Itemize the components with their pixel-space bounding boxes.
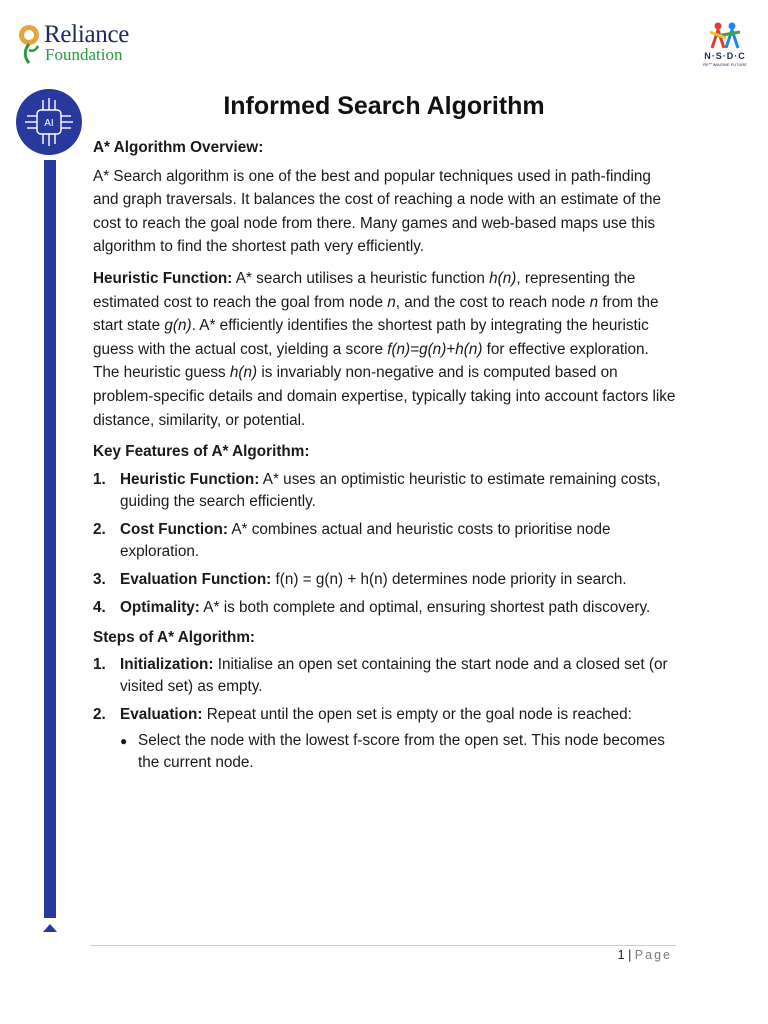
heuristic-text-5: . A* efficiently identifies the shortest path by integrating the heuristic guess with the actual cost, yielding a score (93, 317, 649, 358)
list-item (93, 704, 678, 774)
overview-heading: A* Algorithm Overview: (93, 139, 264, 156)
heuristic-paragraph (93, 267, 678, 432)
list-number: 1. (93, 656, 106, 674)
heuristic-gn: g(n) (164, 317, 192, 335)
list-term: Evaluation: (120, 706, 203, 724)
overview-paragraph: A* Search algorithm is one of the best and popular techniques used in path-finding and graph traversals. It balances the cost of reaching a node with an estimate of the cost to reach the goal node from there. Many games and web-based maps use this algorithm to find the shortest path very efficiently. (93, 167, 662, 256)
list-term: Cost Function: (120, 520, 228, 538)
list-text: A* uses an optimistic heuristic to estimate remaining costs, guiding the search efficiently. (120, 470, 661, 510)
list-term: Heuristic Function: (120, 470, 260, 488)
page-footer (560, 948, 672, 962)
substep-text: Select the node with the lowest f-score from the open set. This node becomes the current node. (138, 732, 665, 772)
page-number: 1 (617, 948, 625, 962)
list-text: Initialise an open set containing the start node and a closed set (or visited set) as empty. (120, 656, 668, 696)
list-number: 1. (93, 470, 106, 488)
steps-heading: Steps of A* Algorithm: (93, 628, 256, 646)
list-number: 4. (93, 598, 106, 616)
logo-line1: Reliance (44, 21, 130, 48)
ai-badge-label: AI (44, 118, 54, 129)
footer-divider (90, 945, 676, 946)
side-accent-bar (44, 160, 56, 918)
list-item (93, 519, 678, 563)
nsdc-tagline: RE℠IMAGINE FUTURE (703, 62, 747, 67)
heuristic-hn2: h(n) (229, 364, 258, 382)
list-text: A* is both complete and optimal, ensuring shortest path discovery. (199, 598, 651, 616)
heuristic-text-2: , representing the estimated cost to reach the goal from node (93, 269, 636, 311)
reliance-foundation-logo (16, 20, 166, 66)
heuristic-text-4: from the start state (93, 293, 659, 335)
heuristic-formula: f(n)=g(n)+h(n) (387, 340, 483, 358)
substep-list (120, 730, 678, 774)
features-list (93, 469, 678, 619)
heuristic-text-3: , and the cost to reach node (395, 293, 590, 311)
heuristic-text-7: is invariably non-negative and is computed based on problem-specific details and domain expertise, typically taking into account factors like distance, similarity, or potential. (93, 364, 676, 429)
list-item (93, 654, 678, 698)
heuristic-label: Heuristic Function: (93, 269, 233, 287)
page-title: Informed Search Algorithm (223, 92, 545, 120)
heuristic-text-6: for effective exploration. The heuristic guess (93, 340, 649, 382)
list-text: f(n) = g(n) + h(n) determines node priority in search. (271, 570, 627, 588)
list-number: 2. (93, 706, 106, 724)
ai-chip-icon (15, 88, 83, 156)
list-number: 3. (93, 570, 106, 588)
heuristic-n2: n (589, 293, 599, 311)
list-text: Repeat until the open set is empty or the goal node is reached: (202, 706, 632, 724)
nsdc-figures-icon (696, 20, 754, 52)
page-separator: | (628, 948, 632, 962)
list-number: 2. (93, 520, 106, 538)
steps-list (93, 654, 678, 774)
page-word: Page (634, 948, 672, 962)
side-arrow-icon (43, 924, 57, 932)
logo-line2: Foundation (45, 45, 123, 64)
reliance-flame-icon (18, 24, 40, 64)
list-term: Initialization: (120, 656, 214, 674)
list-text: A* combines actual and heuristic costs to prioritise node exploration. (120, 520, 611, 560)
list-term: Evaluation Function: (120, 570, 272, 588)
list-item (120, 730, 678, 774)
list-item (93, 597, 678, 619)
bullet-icon: ● (120, 734, 128, 749)
heuristic-text-1: A* search utilises a heuristic function (232, 269, 490, 287)
list-term: Optimality: (120, 598, 200, 616)
nsdc-logo (696, 20, 754, 70)
heuristic-n1: n (387, 293, 396, 311)
list-item (93, 569, 678, 591)
nsdc-letters: N·S·D·C (704, 51, 746, 61)
document-body (93, 136, 678, 781)
list-item (93, 469, 678, 513)
features-heading: Key Features of A* Algorithm: (93, 443, 310, 461)
heuristic-hn: h(n) (489, 269, 517, 287)
